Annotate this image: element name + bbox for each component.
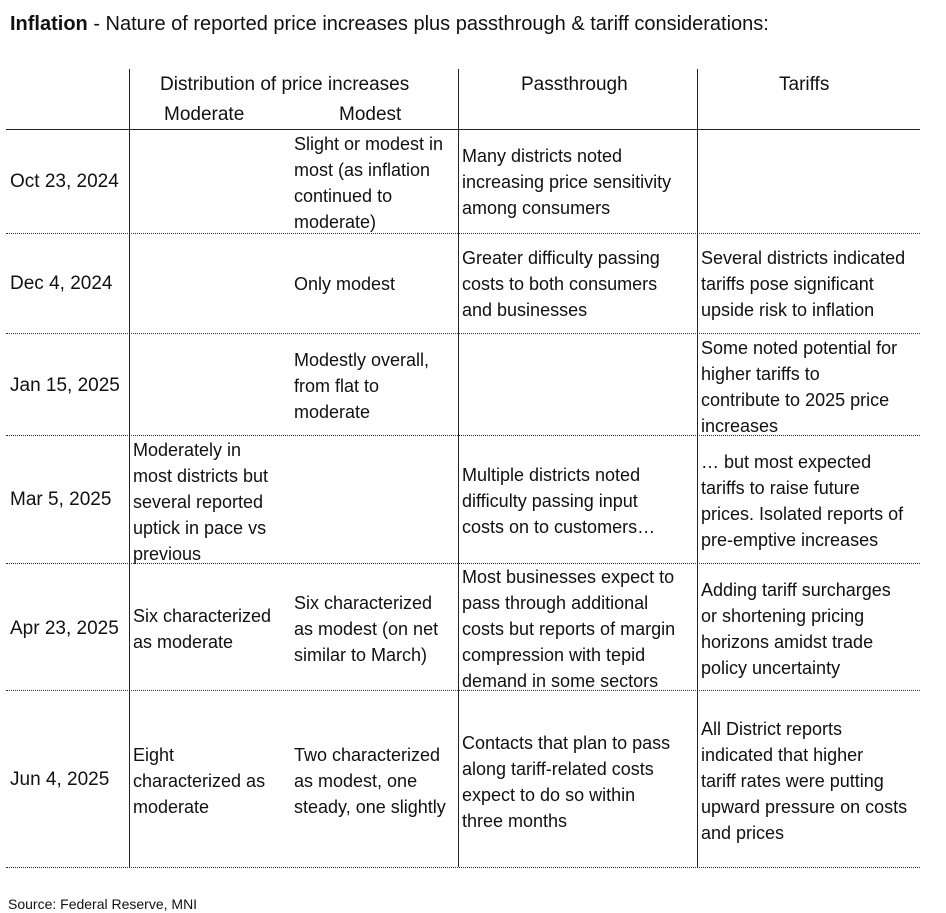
cell-line: higher tariffs to: [701, 364, 820, 384]
cell-line: Multiple districts noted: [462, 465, 641, 485]
cell-moderate: [133, 742, 265, 820]
cell-line: Eight: [133, 745, 175, 765]
cell-line: Modestly overall,: [294, 350, 430, 370]
cell-line: Only modest: [294, 274, 396, 294]
cell-line: All District reports: [701, 719, 843, 739]
header-tariffs: Tariffs: [779, 74, 830, 95]
cell-tariffs: [701, 245, 905, 323]
cell-line: several reported: [133, 492, 264, 512]
cell-line: uptick in pace vs: [133, 518, 267, 538]
cell-line: Slight or modest in: [294, 134, 444, 154]
cell-tariffs: [701, 335, 897, 439]
cell-line: continued to: [294, 186, 393, 206]
row-divider: [6, 867, 920, 868]
cell-line: tariffs pose significant: [701, 274, 874, 294]
cell-line: Most businesses expect to: [462, 567, 675, 587]
header-modest: Modest: [339, 104, 402, 125]
cell-line: Greater difficulty passing: [462, 248, 660, 268]
header-passthrough: Passthrough: [521, 74, 628, 95]
header-moderate: Moderate: [164, 104, 245, 125]
row-date: Jan 15, 2025: [10, 375, 120, 396]
row-divider: [6, 333, 920, 334]
cell-line: moderate: [133, 797, 210, 817]
row-date: Dec 4, 2024: [10, 273, 113, 294]
cell-passthrough: [462, 564, 675, 694]
cell-modest: [294, 590, 438, 668]
cell-tariffs: [701, 716, 907, 846]
cell-line: contribute to 2025 price: [701, 390, 890, 410]
col-divider-1: [129, 69, 130, 867]
cell-tariffs: [701, 449, 903, 553]
cell-line: … but most expected: [701, 452, 872, 472]
cell-line: previous: [133, 544, 202, 564]
cell-line: along tariff-related costs: [462, 759, 654, 779]
cell-line: Some noted potential for: [701, 338, 898, 358]
cell-line: pre-emptive increases: [701, 530, 879, 550]
cell-line: upside risk to inflation: [701, 300, 875, 320]
cell-line: increases: [701, 416, 779, 436]
row-divider: [6, 233, 920, 234]
cell-line: moderate): [294, 212, 377, 232]
cell-moderate: [133, 603, 271, 655]
cell-modest: [294, 742, 446, 820]
cell-line: or shortening pricing: [701, 606, 865, 626]
title-rest: - Nature of reported price increases plus passthrough & tariff considerations:: [87, 13, 769, 35]
row-date: Jun 4, 2025: [10, 769, 110, 790]
cell-moderate: [133, 437, 268, 567]
cell-line: as moderate: [133, 632, 234, 652]
cell-line: steady, one slightly: [294, 797, 446, 817]
cell-line: expect to do so within: [462, 785, 636, 805]
cell-line: moderate: [294, 402, 371, 422]
cell-line: characterized as: [133, 771, 266, 791]
cell-line: and prices: [701, 823, 785, 843]
cell-line: and businesses: [462, 300, 588, 320]
cell-line: increasing price sensitivity: [462, 172, 672, 192]
cell-line: from flat to: [294, 376, 380, 396]
cell-line: Several districts indicated: [701, 248, 906, 268]
cell-line: demand in some sectors: [462, 671, 659, 691]
cell-line: among consumers: [462, 198, 611, 218]
cell-line: Six characterized: [294, 593, 433, 613]
cell-passthrough: [462, 462, 655, 540]
cell-line: most districts but: [133, 466, 269, 486]
header-distribution: Distribution of price increases: [160, 74, 410, 95]
cell-line: pass through additional: [462, 593, 649, 613]
col-divider-3: [697, 69, 698, 867]
row-date: Apr 23, 2025: [10, 618, 119, 639]
cell-modest: [294, 131, 443, 235]
cell-modest: [294, 347, 429, 425]
header-rule: [6, 129, 920, 130]
cell-line: prices. Isolated reports of: [701, 504, 904, 524]
cell-line: as modest, one: [294, 771, 418, 791]
cell-passthrough: [462, 730, 670, 834]
cell-line: as modest (on net: [294, 619, 439, 639]
title-bold: Inflation: [10, 13, 88, 35]
cell-line: upward pressure on costs: [701, 797, 908, 817]
cell-line: Two characterized: [294, 745, 441, 765]
source-note: Source: Federal Reserve, MNI: [8, 896, 198, 912]
cell-line: tariff rates were putting: [701, 771, 884, 791]
cell-passthrough: [462, 245, 660, 323]
cell-line: Contacts that plan to pass: [462, 733, 671, 753]
cell-line: compression with tepid: [462, 645, 646, 665]
cell-line: Moderately in: [133, 440, 242, 460]
row-date: Oct 23, 2024: [10, 171, 119, 192]
cell-line: Adding tariff surcharges: [701, 580, 891, 600]
col-divider-2: [458, 69, 459, 867]
cell-line: most (as inflation: [294, 160, 431, 180]
cell-line: difficulty passing input: [462, 491, 638, 511]
cell-line: Many districts noted: [462, 146, 623, 166]
cell-line: policy uncertainty: [701, 658, 841, 678]
cell-modest: [294, 271, 395, 297]
cell-line: similar to March): [294, 645, 428, 665]
cell-line: tariffs to raise future: [701, 478, 860, 498]
cell-line: costs but reports of margin: [462, 619, 676, 639]
cell-line: indicated that higher: [701, 745, 864, 765]
cell-line: Six characterized: [133, 606, 272, 626]
cell-line: costs to both consumers: [462, 274, 658, 294]
cell-line: costs on to customers…: [462, 517, 656, 537]
row-date: Mar 5, 2025: [10, 489, 112, 510]
cell-line: three months: [462, 811, 568, 831]
cell-passthrough: [462, 143, 671, 221]
cell-tariffs: [701, 577, 891, 681]
cell-line: horizons amidst trade: [701, 632, 874, 652]
